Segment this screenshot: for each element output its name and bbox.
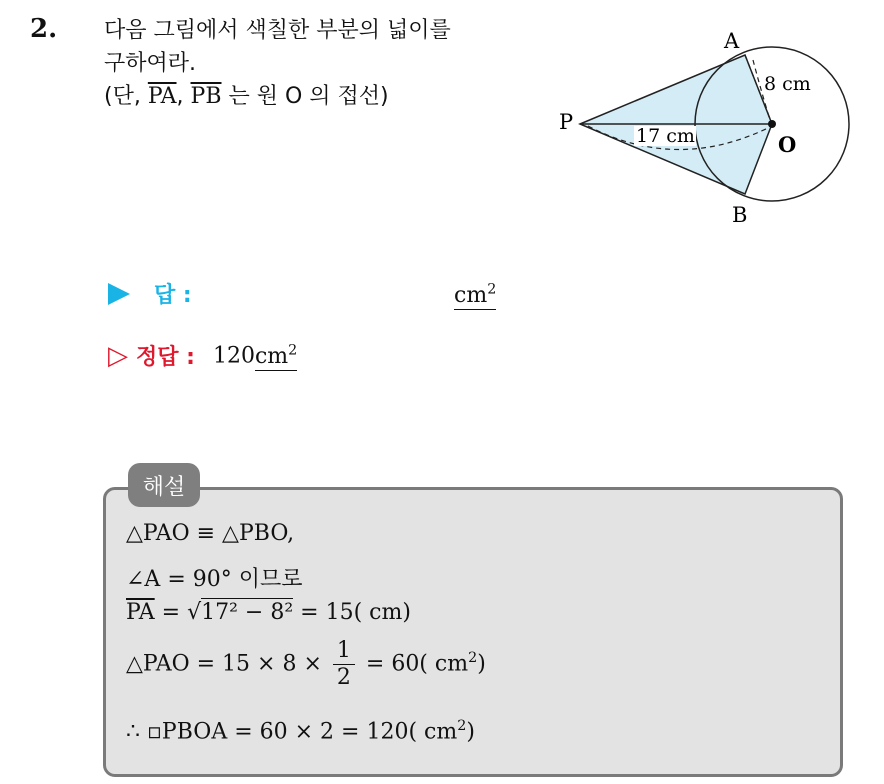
total-area-exponent: 2	[457, 718, 467, 734]
label-radius: 8 cm	[764, 73, 811, 95]
correct-answer-row	[108, 340, 297, 371]
explanation-equals: =	[154, 600, 188, 625]
fraction-denominator: 2	[336, 665, 351, 690]
explanation-tab: 해설	[128, 463, 200, 507]
explanation-line-2: ∠A = 90° 이므로	[126, 567, 303, 592]
correct-value-exponent: 2	[288, 342, 298, 359]
correct-value-number: 120	[212, 343, 255, 369]
outline-triangle-icon: ▷	[108, 340, 128, 371]
label-o: O	[778, 132, 797, 157]
segment-pb: $\overline{PB}$	[190, 84, 222, 109]
explanation-line-3	[126, 600, 411, 625]
correct-answer-label: 정답 :	[136, 345, 195, 370]
explanation-line-5	[126, 718, 475, 744]
answer-label: 답 :	[154, 283, 192, 308]
question-text	[104, 14, 451, 113]
answer-unit-exponent: 2	[487, 282, 497, 298]
explanation-segment-pa: $\overline{PA}$	[126, 600, 155, 625]
question-line-2: 구하여라.	[104, 51, 197, 76]
play-triangle-icon	[108, 283, 130, 305]
answer-blank[interactable]	[454, 282, 496, 308]
explanation-line-3-result: = 15( cm)	[293, 600, 411, 625]
label-b: B	[732, 203, 748, 227]
label-po-length: 17 cm	[636, 125, 695, 147]
label-a: A	[724, 29, 740, 53]
condition-suffix: 는 원 O 의 접선)	[228, 84, 389, 109]
sqrt-expression: 17² − 8²	[201, 600, 294, 625]
area-result-close: )	[477, 651, 486, 677]
question-line-3	[104, 80, 451, 113]
condition-comma: ,	[176, 84, 184, 109]
answer-row	[108, 278, 192, 309]
area-result: = 60( cm	[365, 651, 469, 677]
explanation-line-1: △PAO ≡ △PBO,	[126, 521, 295, 546]
segment-pa: $\overline{PA}$	[147, 84, 177, 109]
total-area-close: )	[466, 719, 475, 745]
correct-answer-value	[213, 342, 297, 368]
question-number: 2.	[30, 14, 58, 44]
total-area-expression: ∴ ▫PBOA = 60 × 2 = 120( cm	[126, 719, 458, 745]
explanation-line-4	[126, 638, 486, 691]
area-expression: △PAO = 15 × 8 ×	[126, 651, 322, 677]
fraction-one-half	[333, 638, 355, 691]
condition-prefix: (단,	[104, 84, 141, 109]
sqrt-sign: √	[187, 600, 202, 625]
center-point	[768, 120, 776, 128]
label-p: P	[559, 110, 574, 134]
area-result-exponent: 2	[468, 650, 478, 667]
question-line-1: 다음 그림에서 색칠한 부분의 넓이를	[104, 18, 451, 43]
correct-value-unit: cm	[254, 343, 289, 369]
fraction-numerator: 1	[333, 638, 355, 665]
tangent-circle-figure	[556, 22, 856, 232]
answer-unit: cm	[454, 283, 488, 309]
